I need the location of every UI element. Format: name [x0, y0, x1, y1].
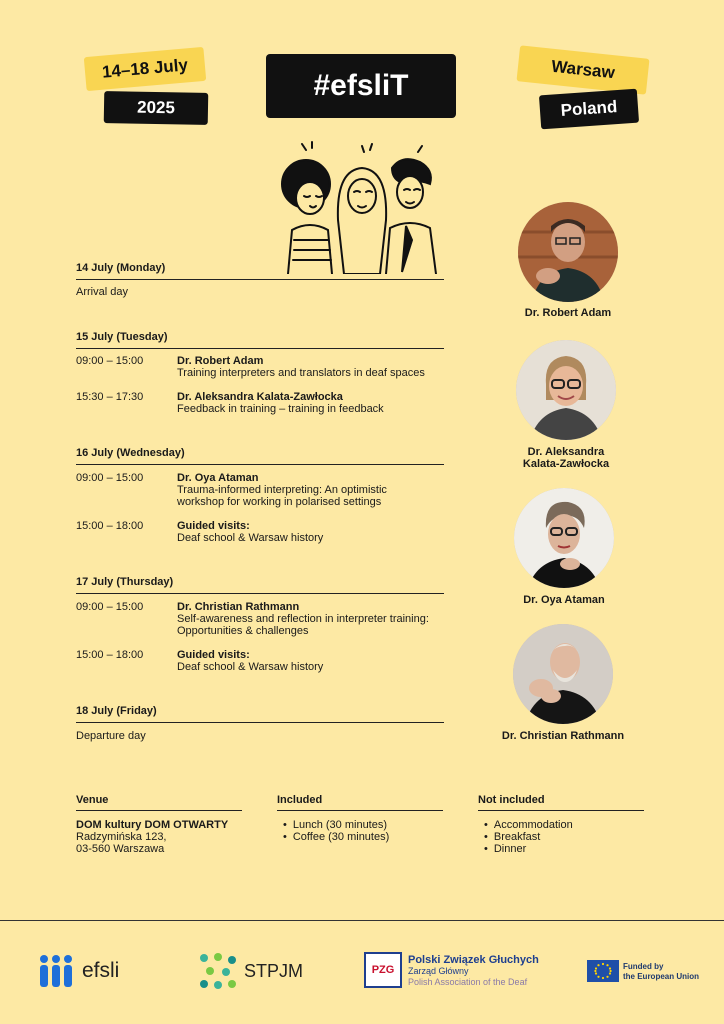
venue-heading: Venue [76, 794, 242, 811]
speaker-photo-christian-rathmann [513, 624, 613, 724]
venue-street: Radzymińska 123, [76, 831, 167, 843]
stpjm-logo-icon [198, 952, 238, 990]
session-speaker: Dr. Christian Rathmann [177, 601, 300, 613]
session-title: Deaf school & Warsaw history [177, 532, 324, 544]
session-speaker: Dr. Oya Ataman [177, 472, 259, 484]
pzg-mark: PZG [371, 964, 395, 976]
eu-line-2: the European Union [623, 972, 699, 981]
list-item: • Breakfast [478, 831, 573, 843]
pzg-english-name: Polish Association of the Deaf [408, 977, 528, 987]
session-title: Training interpreters and translators in deaf spaces [177, 367, 425, 379]
session-block [177, 649, 447, 673]
session-title: Deaf school & Warsaw history [177, 661, 324, 673]
year-badge [104, 91, 209, 125]
not-included-list [478, 819, 573, 855]
efsli-logo-icon [38, 954, 74, 988]
speaker-name: Dr. Robert Adam [524, 307, 612, 319]
session-block [177, 601, 447, 637]
session-title: Trauma-informed interpreting: An optimistic workshop for working in polarised settings [177, 484, 387, 508]
session-block [177, 520, 447, 544]
not-included-heading: Not included [478, 794, 644, 811]
speaker-photo-oya-ataman [514, 488, 614, 588]
slot-time: 15:00 – 18:00 [76, 649, 144, 661]
list-item: • Dinner [478, 843, 573, 855]
day-heading-tuesday: 15 July (Tuesday) [76, 331, 444, 349]
session-speaker: Dr. Aleksandra Kalata-Zawłocka [177, 391, 343, 403]
venue-city: 03-560 Warszawa [76, 843, 165, 855]
session-block [177, 391, 447, 415]
speaker-photo-aleksandra-kalata-zawlocka [516, 340, 616, 440]
hashtag-text: #efsliT [313, 69, 409, 102]
session-block [177, 472, 447, 508]
efsli-logo-text: efsli [82, 959, 120, 982]
eu-line-1: Funded by [623, 962, 664, 971]
list-item: • Lunch (30 minutes) [277, 819, 389, 831]
eu-funding-text [623, 962, 699, 982]
included-list [277, 819, 389, 843]
pzg-logo-text [408, 955, 539, 988]
day-heading-thursday: 17 July (Thursday) [76, 576, 444, 594]
venue-details [76, 819, 228, 855]
slot-time: 15:00 – 18:00 [76, 520, 144, 532]
list-item: • Accommodation [478, 819, 573, 831]
included-heading: Included [277, 794, 443, 811]
venue-name: DOM kultury DOM OTWARTY [76, 819, 229, 831]
day-heading-wednesday: 16 July (Wednesday) [76, 447, 444, 465]
dates-text: 14–18 July [101, 55, 189, 82]
pzg-subtitle: Zarząd Główny [408, 966, 469, 976]
speaker-photo-robert-adam [518, 202, 618, 302]
year-text: 2025 [136, 97, 176, 118]
slot-time: 09:00 – 15:00 [76, 601, 144, 613]
day-heading-friday: 18 July (Friday) [76, 705, 444, 723]
hashtag-badge [266, 54, 456, 118]
slot-time: 09:00 – 15:00 [76, 355, 144, 367]
day-heading-monday: 14 July (Monday) [76, 262, 444, 280]
footer-divider [0, 920, 724, 921]
slot-time: 09:00 – 15:00 [76, 472, 144, 484]
pzg-logo-icon [364, 952, 402, 988]
session-speaker: Dr. Robert Adam [177, 355, 264, 367]
departure-note: Departure day [76, 730, 146, 742]
speaker-name: Dr. Christian Rathmann [501, 730, 625, 742]
speaker-name: Dr. Aleksandra Kalata-Zawłocka [522, 446, 610, 470]
list-item: • Coffee (30 minutes) [277, 831, 389, 843]
session-title: Self-awareness and reflection in interpreter training: Opportunities & challenges [177, 613, 429, 637]
city-badge [516, 45, 649, 94]
session-speaker: Guided visits: [177, 649, 250, 661]
stpjm-logo-text: STPJM [244, 961, 304, 981]
session-speaker: Guided visits: [177, 520, 250, 532]
country-badge [539, 89, 639, 130]
slot-time: 15:30 – 17:30 [76, 391, 144, 403]
country-text: Poland [560, 97, 618, 120]
arrival-note: Arrival day [76, 286, 128, 298]
city-text: Warsaw [550, 56, 616, 83]
eu-flag-icon [587, 960, 619, 982]
dates-badge [84, 47, 207, 91]
pzg-name: Polski Związek Głuchych [408, 954, 539, 966]
people-illustration [276, 140, 442, 274]
session-block [177, 355, 447, 379]
session-title: Feedback in training – training in feedback [177, 403, 384, 415]
speaker-name: Dr. Oya Ataman [523, 594, 605, 606]
